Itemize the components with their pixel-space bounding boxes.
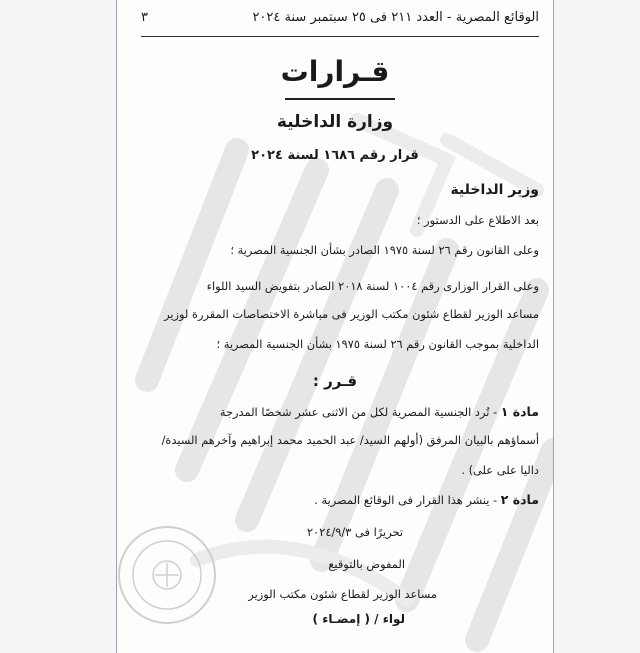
article-2-label: مادة ٢ <box>500 492 539 507</box>
preamble-line-4: مساعد الوزير لقطاع شئون مكتب الوزير فى مباشرة الاختصاصات المقررة لوزير <box>164 307 539 321</box>
article-2-line <box>314 492 539 508</box>
viewer-right-margin <box>553 0 640 653</box>
signature-rank: لواء / ( إمضـاء ) <box>312 612 405 626</box>
article-2-text: - ينشر هذا القرار فى الوقائع المصرية . <box>314 493 498 507</box>
document-page <box>117 0 553 653</box>
section-title: قـرارات <box>280 55 390 88</box>
date-line: تحريرًا فى ٢٠٢٤/٩/٣ <box>307 525 403 539</box>
signature-title: مساعد الوزير لقطاع شئون مكتب الوزير <box>248 587 437 601</box>
article-1-line-1 <box>220 404 539 420</box>
running-header <box>141 6 539 37</box>
signature-delegate: المفوض بالتوقيع <box>328 557 405 571</box>
title-underline <box>285 98 395 100</box>
issuer-title: وزير الداخلية <box>450 182 539 198</box>
preamble-line-1: بعد الاطلاع على الدستور ؛ <box>416 213 539 227</box>
decree-number: قرار رقم ١٦٨٦ لسنة ٢٠٢٤ <box>251 148 419 163</box>
article-1-line-2: أسماؤهم بالبيان المرفق (أولهم السيد/ عبد الحميد محمد إبراهيم وآخرهم السيدة/ <box>161 433 539 447</box>
running-title: الوقائع المصرية - العدد ٢١١ فى ٢٥ سبتمبر سنة ٢٠٢٤ <box>252 9 539 25</box>
article-1-label: مادة ١ <box>500 404 539 419</box>
preamble-line-5: الداخلية بموجب القانون رقم ٢٦ لسنة ١٩٧٥ بشأن الجنسية المصرية ؛ <box>216 337 539 351</box>
page-number: ٣ <box>141 9 148 25</box>
preamble-line-2: وعلى القانون رقم ٢٦ لسنة ١٩٧٥ الصادر بشأن الجنسية المصرية ؛ <box>230 243 539 257</box>
article-1-text-1: - تُرد الجنسية المصرية لكل من الاثنى عشر شخصًا المدرجة <box>219 405 498 419</box>
preamble-line-3: وعلى القرار الوزارى رقم ١٠٠٤ لسنة ٢٠١٨ الصادر بتفويض السيد اللواء <box>206 279 539 293</box>
ministry-name: وزارة الداخلية <box>276 112 394 132</box>
viewer-left-margin <box>0 0 117 653</box>
decision-word: قـرر : <box>312 372 358 390</box>
article-1-line-3: داليا على على) . <box>461 463 539 477</box>
